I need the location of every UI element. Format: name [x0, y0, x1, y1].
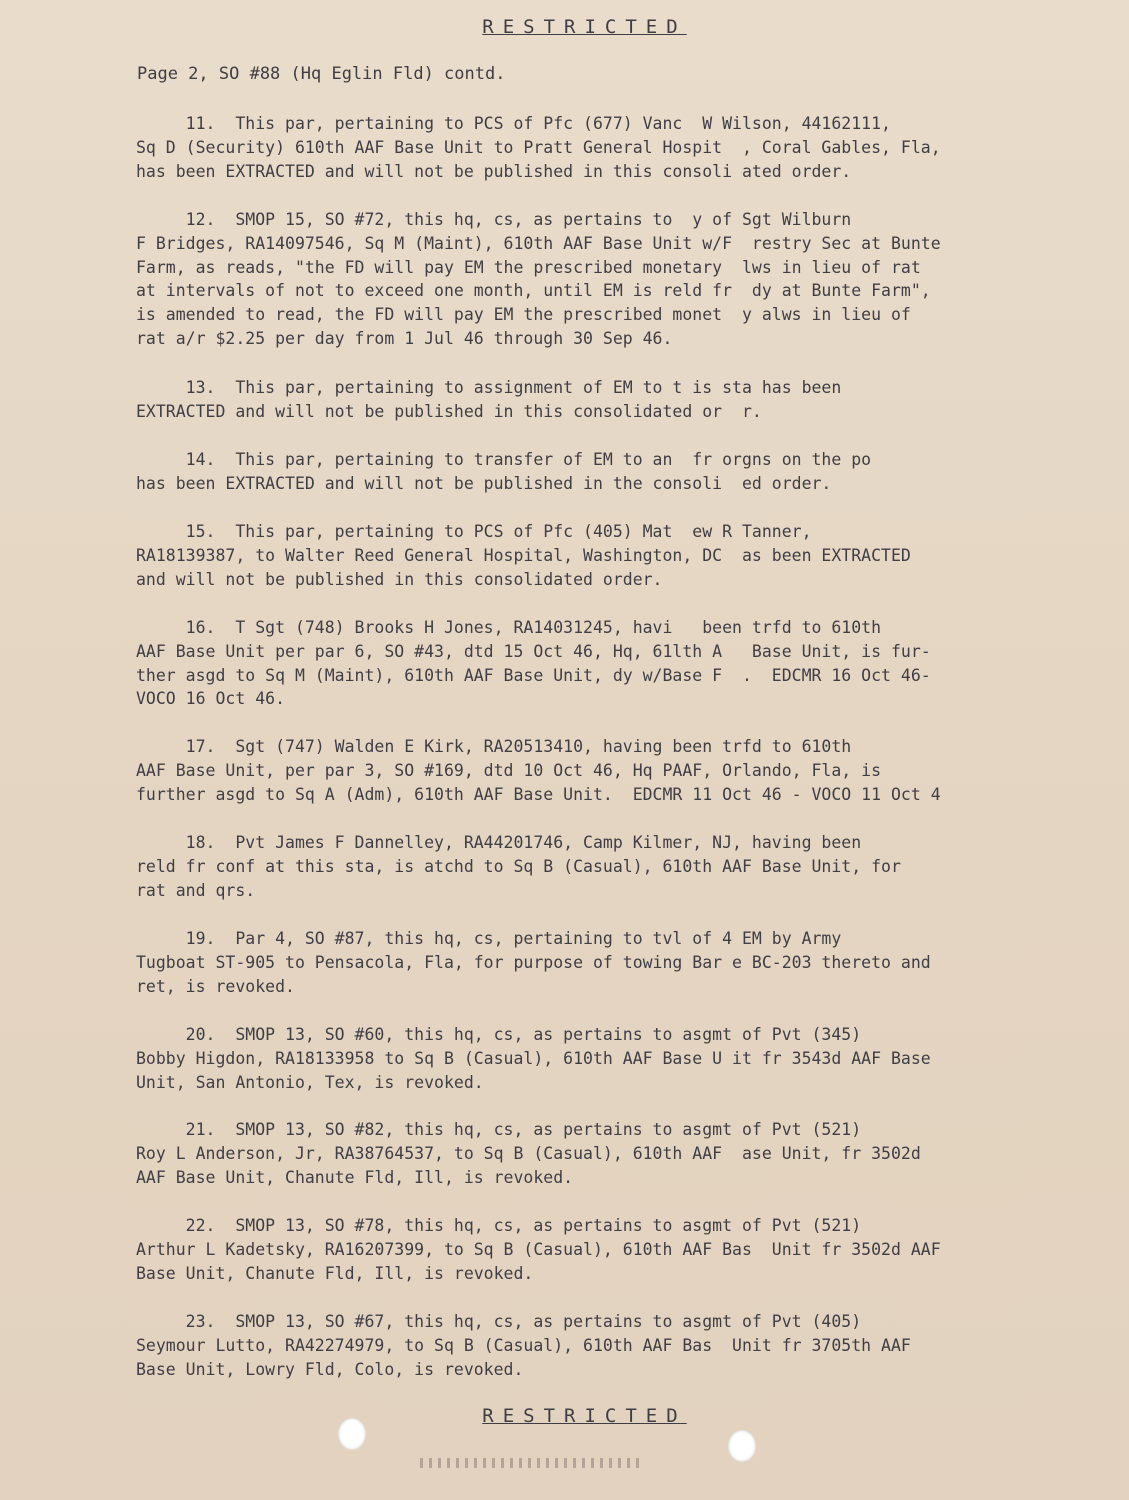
paragraph-line: has been EXTRACTED and will not be published in this consoli ated order. — [136, 161, 852, 181]
paragraph-line: 19. Par 4, SO #87, this hq, cs, pertaining to tvl of 4 EM by Army — [136, 929, 842, 948]
punch-hole — [728, 1430, 756, 1462]
paragraph — [136, 927, 1071, 998]
paragraph-line: EXTRACTED and will not be published in this consolidated or r. — [136, 401, 762, 421]
paragraph-line: 18. Pvt James F Dannelley, RA44201746, Camp Kilmer, NJ, having been — [136, 833, 862, 852]
paragraph-line: RA18139387, to Walter Reed General Hospital, Washington, DC as been EXTRACTED — [136, 545, 911, 565]
paragraph-line: 23. SMOP 13, SO #67, this hq, cs, as pertains to asgmt of Pvt (405) — [136, 1312, 862, 1331]
paragraph-line: Base Unit, Lowry Fld, Colo, is revoked. — [136, 1359, 524, 1379]
paragraph-line: reld fr conf at this sta, is atchd to Sq B (Casual), 610th AAF Base Unit, for — [136, 856, 901, 876]
paragraph-line: 21. SMOP 13, SO #82, this hq, cs, as pertains to asgmt of Pvt (521) — [136, 1120, 862, 1139]
paragraph-line: has been EXTRACTED and will not be published in the consoli ed order. — [136, 473, 832, 493]
paragraph-line: rat and qrs. — [136, 880, 256, 900]
paragraph — [136, 831, 1071, 902]
punch-hole — [338, 1418, 366, 1450]
paragraph-line: 15. This par, pertaining to PCS of Pfc (405) Mat ew R Tanner, — [136, 522, 812, 541]
paragraph — [136, 376, 1071, 424]
paragraph-line: AAF Base Unit, Chanute Fld, Ill, is revoked. — [136, 1167, 574, 1187]
paragraph — [136, 1214, 1071, 1285]
paragraph-line: Bobby Higdon, RA18133958 to Sq B (Casual), 610th AAF Base U it fr 3543d AAF Base — [136, 1048, 931, 1068]
paragraph-line: 20. SMOP 13, SO #60, this hq, cs, as pertains to asgmt of Pvt (345) — [136, 1025, 862, 1044]
paragraph-line: at intervals of not to exceed one month, until EM is reld fr dy at Bunte Farm", — [136, 281, 931, 301]
paragraph-line: VOCO 16 Oct 46. — [136, 689, 286, 709]
page-heading: Page 2, SO #88 (Hq Eglin Fld) contd. — [137, 64, 506, 84]
paragraph-line: 11. This par, pertaining to PCS of Pfc (677) Vanc W Wilson, 44162111, — [136, 114, 891, 133]
paragraph-line: ther asgd to Sq M (Maint), 610th AAF Base Unit, dy w/Base F . EDCMR 16 Oct 46- — [136, 665, 931, 685]
paragraph-line: Unit, San Antonio, Tex, is revoked. — [136, 1072, 484, 1092]
paragraph-line: 17. Sgt (747) Walden E Kirk, RA20513410, having been trfd to 610th — [136, 737, 852, 756]
paragraph-line: Farm, as reads, "the FD will pay EM the prescribed monetary lws in lieu of rat — [136, 257, 921, 277]
paragraph — [136, 448, 1071, 496]
paragraph-line: AAF Base Unit per par 6, SO #43, dtd 15 Oct 46, Hq, 61lth A Base Unit, is fur- — [136, 641, 931, 661]
paragraph-line: AAF Base Unit, per par 3, SO #169, dtd 10 Oct 46, Hq PAAF, Orlando, Fla, is — [136, 760, 882, 780]
paragraph-line: 16. T Sgt (748) Brooks H Jones, RA14031245, havi been trfd to 610th — [136, 618, 882, 637]
paragraph-line: rat a/r $2.25 per day from 1 Jul 46 through 30 Sep 46. — [136, 328, 673, 348]
paragraph-line: Sq D (Security) 610th AAF Base Unit to Pratt General Hospit , Coral Gables, Fla, — [136, 137, 941, 157]
paragraph-line: 14. This par, pertaining to transfer of EM to an fr orgns on the po — [136, 450, 872, 469]
paragraph-line: 22. SMOP 13, SO #78, this hq, cs, as pertains to asgmt of Pvt (521) — [136, 1216, 862, 1235]
paragraph-line: Roy L Anderson, Jr, RA38764537, to Sq B (Casual), 610th AAF ase Unit, fr 3502d — [136, 1143, 921, 1163]
paragraph — [136, 520, 1071, 591]
paragraph — [136, 735, 1071, 806]
paragraph — [136, 112, 1071, 183]
paragraph-line: Seymour Lutto, RA42274979, to Sq B (Casual), 610th AAF Bas Unit fr 3705th AAF — [136, 1335, 911, 1355]
paragraph — [136, 616, 1071, 711]
paragraph — [136, 1310, 1071, 1381]
classification-header: RESTRICTED — [482, 16, 687, 38]
ink-smudge — [420, 1458, 640, 1468]
paragraph-line: further asgd to Sq A (Adm), 610th AAF Base Unit. EDCMR 11 Oct 46 - VOCO 11 Oct 4 — [136, 784, 941, 804]
paragraph-line: and will not be published in this consolidated order. — [136, 569, 663, 589]
paragraph — [136, 1118, 1071, 1189]
paragraph-line: Tugboat ST-905 to Pensacola, Fla, for purpose of towing Bar e BC-203 thereto and — [136, 952, 931, 972]
paragraph — [136, 1023, 1071, 1094]
paragraph — [136, 208, 1071, 351]
paragraph-line: 13. This par, pertaining to assignment of EM to t is sta has been — [136, 378, 842, 397]
paragraph-line: 12. SMOP 15, SO #72, this hq, cs, as pertains to y of Sgt Wilburn — [136, 210, 852, 229]
paragraph-line: F Bridges, RA14097546, Sq M (Maint), 610th AAF Base Unit w/F restry Sec at Bunte — [136, 233, 941, 253]
classification-footer: RESTRICTED — [482, 1405, 687, 1427]
paragraph-line: Arthur L Kadetsky, RA16207399, to Sq B (Casual), 610th AAF Bas Unit fr 3502d AAF — [136, 1239, 941, 1259]
paragraph-line: ret, is revoked. — [136, 976, 295, 996]
paragraph-line: is amended to read, the FD will pay EM the prescribed monet y alws in lieu of — [136, 305, 911, 325]
paragraph-line: Base Unit, Chanute Fld, Ill, is revoked. — [136, 1263, 534, 1283]
